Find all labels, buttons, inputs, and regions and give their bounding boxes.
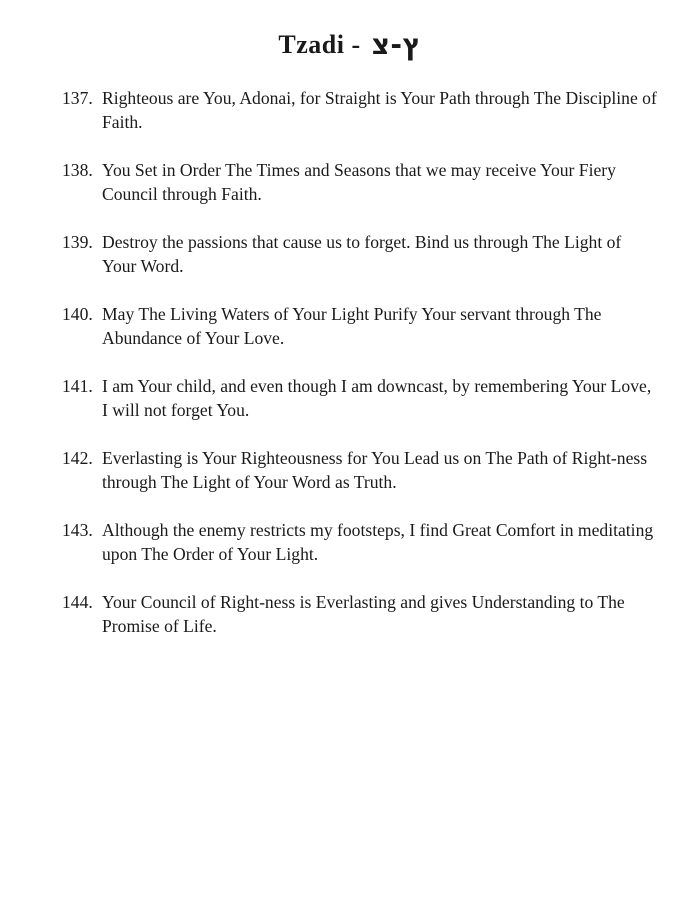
verse-number: 140. — [62, 304, 93, 324]
verse-item — [62, 86, 662, 134]
verse-item — [62, 446, 662, 494]
verse-item — [62, 590, 662, 638]
verse-number: 138. — [62, 160, 93, 180]
verse-number: 142. — [62, 448, 93, 468]
verse-text: I am Your child, and even though I am downcast, by remembering Your Love, I will not forget You. — [102, 376, 652, 420]
verse-number: 144. — [62, 592, 93, 612]
hebrew-letter-glyph: ץ-צ — [371, 28, 422, 62]
verse-item — [62, 518, 662, 566]
verse-item — [62, 230, 662, 278]
verse-number: 139. — [62, 232, 93, 252]
verse-number: 143. — [62, 520, 93, 540]
title-text: Tzadi - — [278, 30, 368, 60]
verse-number: 141. — [62, 376, 93, 396]
verse-item — [62, 158, 662, 206]
verse-list — [62, 86, 662, 662]
verse-item — [62, 374, 662, 422]
verse-text: You Set in Order The Times and Seasons that we may receive Your Fiery Council through Faith. — [102, 160, 616, 204]
verse-text: Everlasting is Your Righteousness for You Lead us on The Path of Right-ness through The Light of Your Word as Truth. — [102, 448, 648, 492]
page-title — [0, 26, 700, 62]
verse-number: 137. — [62, 88, 93, 108]
verse-text: Although the enemy restricts my footsteps, I find Great Comfort in meditating upon The Order of Your Light. — [102, 520, 654, 564]
verse-text: Destroy the passions that cause us to forget. Bind us through The Light of Your Word. — [102, 232, 622, 276]
verse-text: Righteous are You, Adonai, for Straight is Your Path through The Discipline of Faith. — [102, 88, 657, 132]
verse-text: May The Living Waters of Your Light Purify Your servant through The Abundance of Your Love. — [102, 304, 602, 348]
verse-text: Your Council of Right-ness is Everlasting and gives Understanding to The Promise of Life. — [102, 592, 625, 636]
verse-item — [62, 302, 662, 350]
